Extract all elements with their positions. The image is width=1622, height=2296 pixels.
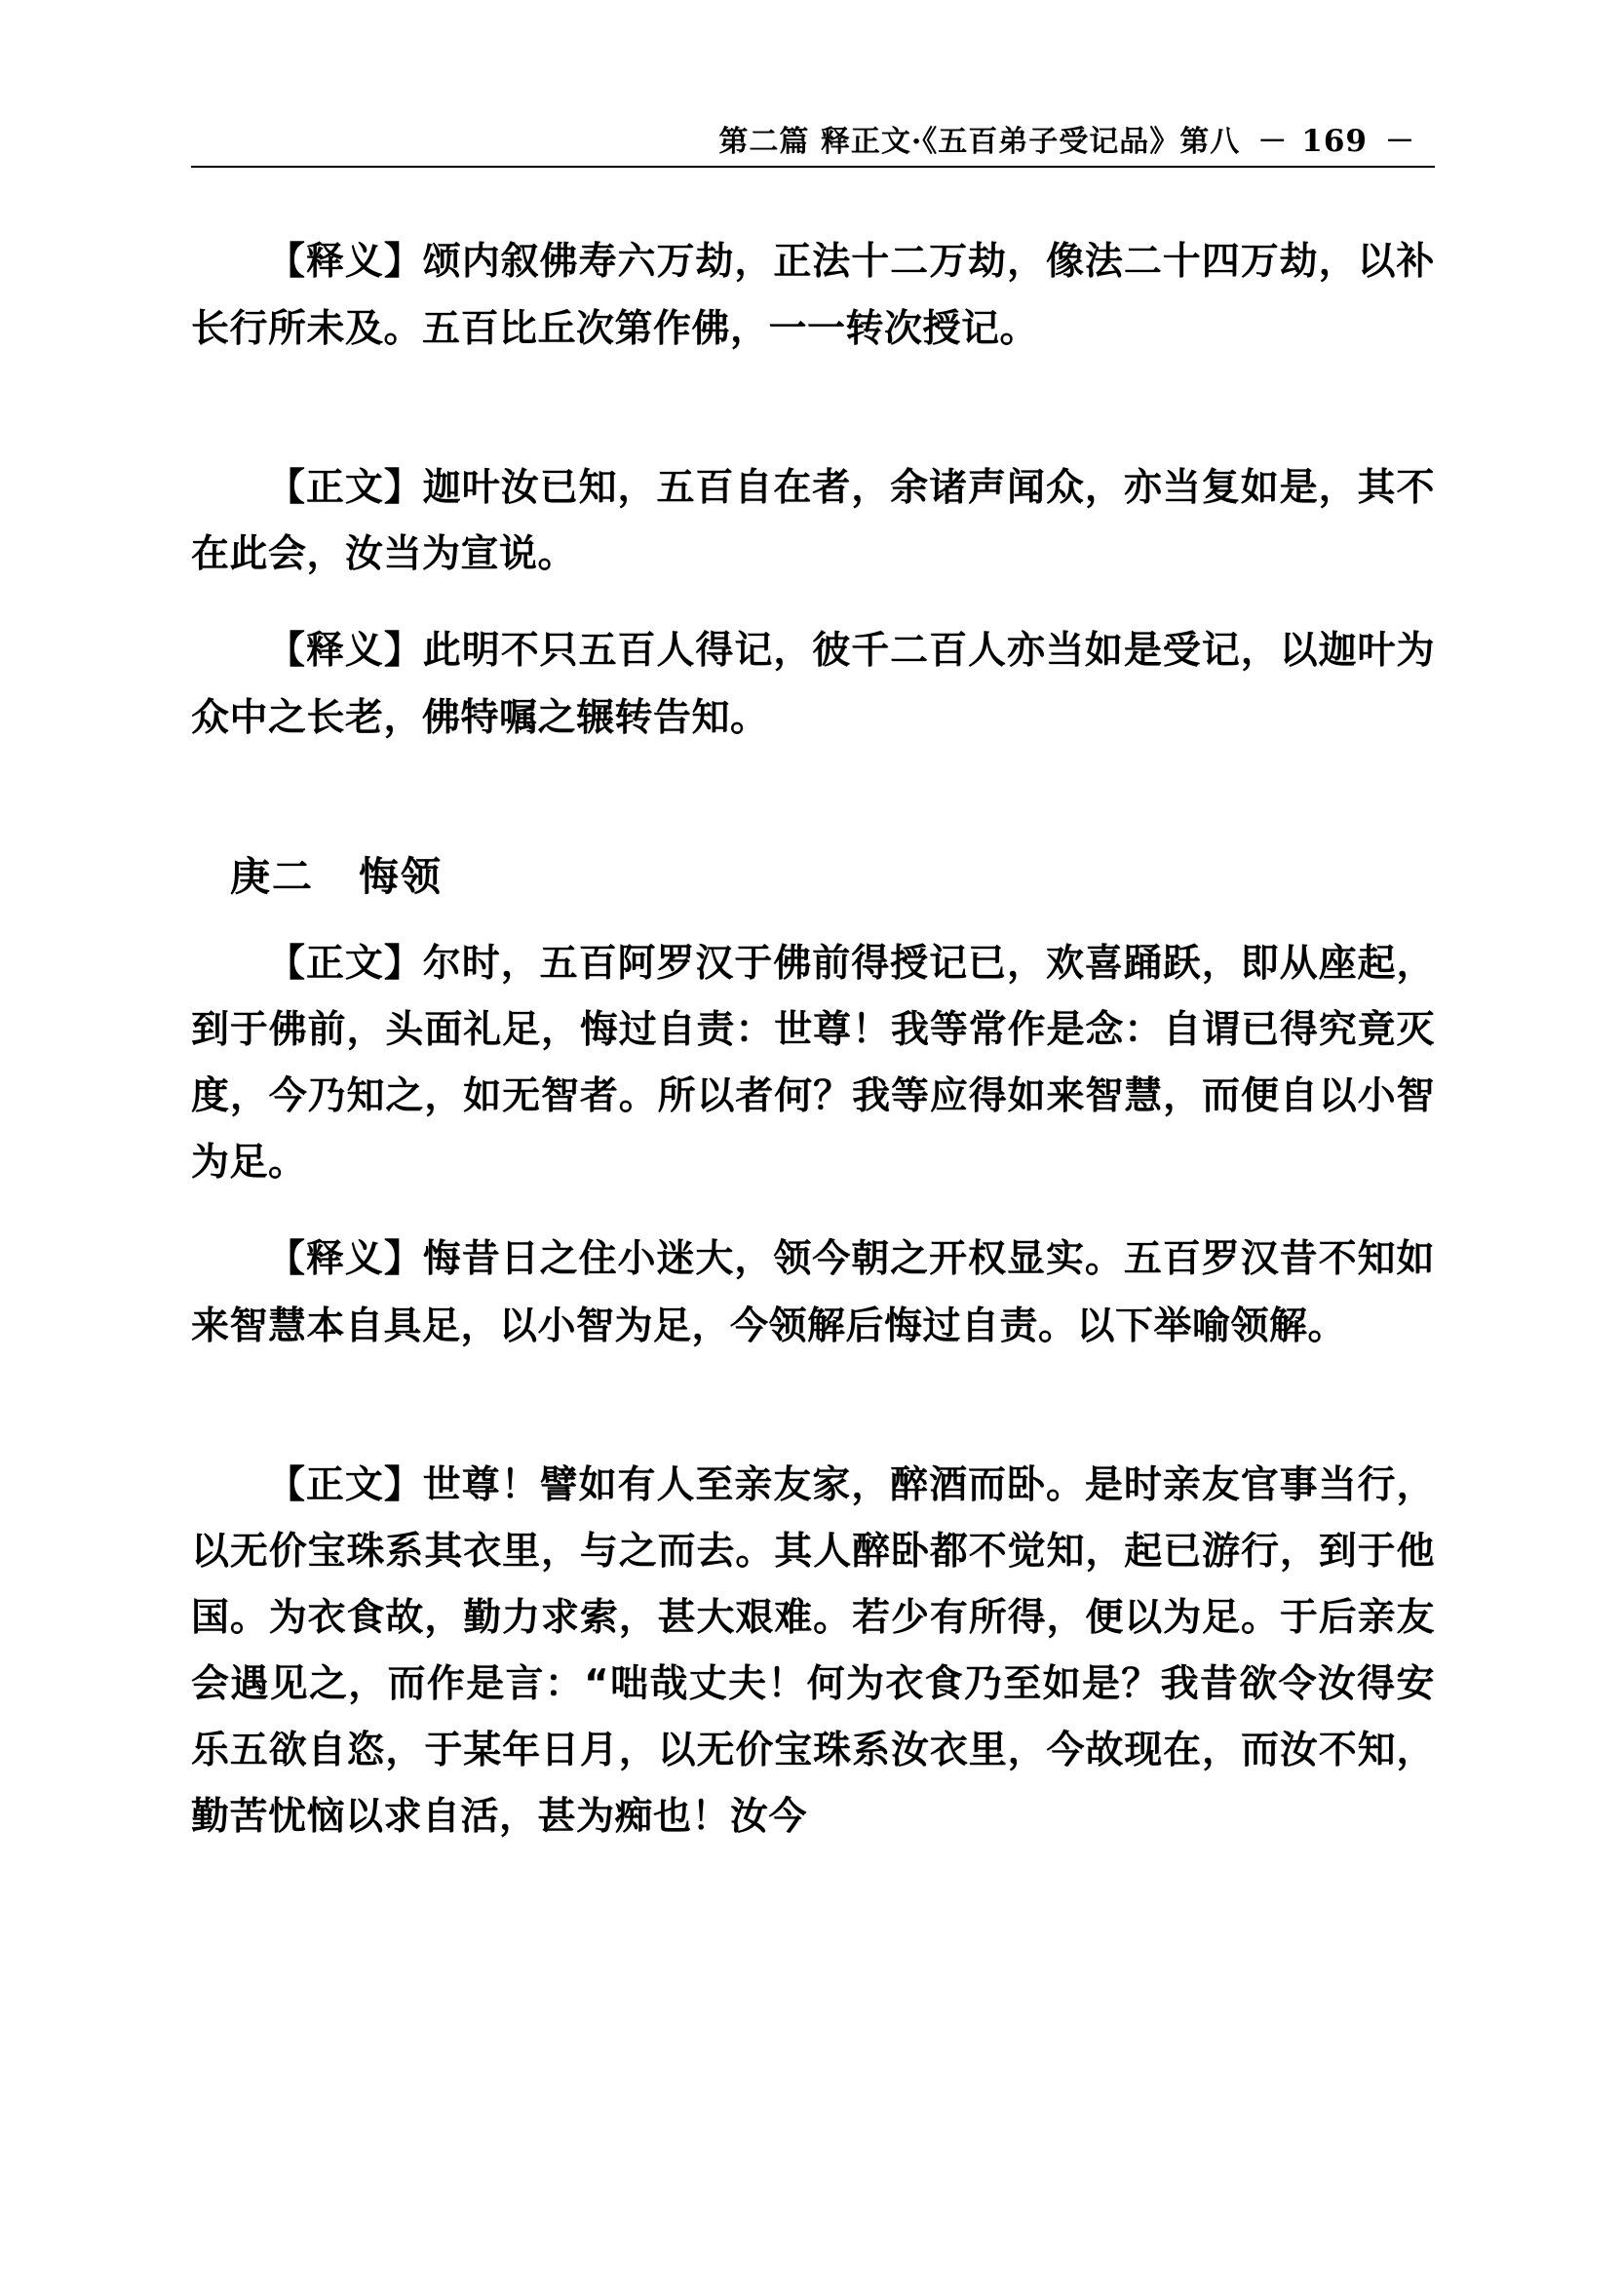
paragraph-text: 世尊！譬如有人至亲友家，醉酒而卧。是时亲友官事当行，以无价宝珠系其衣里，与之而去。其人醉卧都不觉知，起已游行，到于他国。为衣食故，勤力求索，甚大艰难。若少有所得，便以为足。于后亲友会遇见之，而作是言：“咄哉丈夫！何为衣食乃至如是？我昔欲令汝得安乐五欲自恣，于某年日月，以无价宝珠系汝衣里，今故现在，而汝不知，勤苦忧恼以求自活，甚为痴也！汝今: [191, 1463, 1435, 1839]
header-dash-right: －: [1385, 125, 1415, 159]
spacer: [191, 902, 1435, 931]
paragraph-zhengwen-2: [191, 931, 1435, 1196]
tag-zhengwen: 【正文】: [267, 466, 423, 510]
section-title: 悔领: [359, 853, 443, 900]
paragraph-zhengwen-1: [191, 455, 1435, 588]
paragraph-zhengwen-3: [191, 1453, 1435, 1850]
spacer: [191, 588, 1435, 617]
spacer: [191, 1196, 1435, 1226]
paragraph-text: 迦叶汝已知，五百自在者，余诸声闻众，亦当复如是，其不在此会，汝当为宣说。: [191, 466, 1435, 576]
section-number: 庚二: [230, 853, 314, 900]
paragraph-shiyi-1: [191, 228, 1435, 362]
spacer: [191, 1359, 1435, 1453]
spacer: [191, 168, 1435, 228]
header-dash-left: －: [1257, 125, 1289, 159]
paragraph-shiyi-3: [191, 1226, 1435, 1359]
paragraph-text: 悔昔日之住小迷大，领今朝之开权显实。五百罗汉昔不知如来智慧本自具足，以小智为足，今领解后悔过自责。以下举喻领解。: [191, 1236, 1435, 1348]
page-header: [191, 117, 1435, 160]
spacer: [191, 362, 1435, 455]
page-number: 169: [1301, 124, 1368, 159]
spacer: [191, 751, 1435, 844]
paragraph-shiyi-2: [191, 617, 1435, 751]
running-title: 第二篇 释正文·《五百弟子受记品》第八: [718, 125, 1241, 159]
tag-shiyi: 【释义】: [267, 629, 423, 673]
paragraph-text: 此明不只五百人得记，彼千二百人亦当如是受记，以迦叶为众中之长老，佛特嘱之辗转告知。: [191, 628, 1435, 740]
section-heading: [191, 844, 1435, 902]
paragraph-text: 尔时，五百阿罗汉于佛前得授记已，欢喜踊跃，即从座起，到于佛前，头面礼足，悔过自责：世尊！我等常作是念：自谓已得究竟灭度，今乃知之，如无智者。所以者何？我等应得如来智慧，而便自以小智为足。: [191, 942, 1435, 1185]
paragraph-text: 颂内叙佛寿六万劫，正法十二万劫，像法二十四万劫，以补长行所未及。五百比丘次第作佛，一一转次授记。: [191, 239, 1435, 351]
tag-shiyi: 【释义】: [267, 240, 423, 284]
tag-zhengwen: 【正文】: [267, 1463, 423, 1507]
tag-zhengwen: 【正文】: [267, 942, 423, 986]
tag-shiyi: 【释义】: [267, 1237, 423, 1281]
page-content: [191, 117, 1435, 1850]
